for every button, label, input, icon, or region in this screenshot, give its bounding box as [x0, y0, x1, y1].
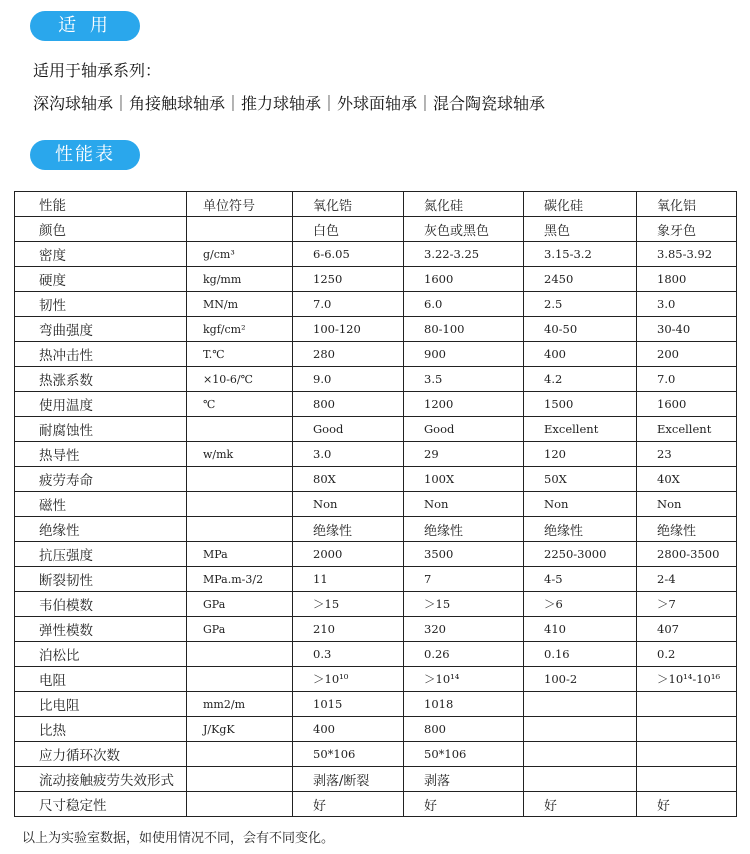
value-cell: 200 — [637, 342, 737, 367]
value-cell — [637, 767, 737, 792]
value-cell: 100X — [404, 467, 524, 492]
unit-cell — [187, 417, 293, 442]
value-cell: 100-120 — [293, 317, 404, 342]
unit-cell — [187, 642, 293, 667]
value-cell: ＞10¹⁴ — [404, 667, 524, 692]
unit-cell — [187, 667, 293, 692]
value-cell: 0.2 — [637, 642, 737, 667]
table-row — [15, 417, 737, 442]
value-cell: 40X — [637, 467, 737, 492]
value-cell: 1015 — [293, 692, 404, 717]
value-cell: 剥落 — [404, 767, 524, 792]
value-cell: 象牙色 — [637, 217, 737, 242]
value-cell: Excellent — [637, 417, 737, 442]
unit-cell — [187, 467, 293, 492]
property-cell: 颜色 — [15, 217, 187, 242]
property-cell: 热导性 — [15, 442, 187, 467]
unit-cell: MPa.m-3/2 — [187, 567, 293, 592]
property-cell: 热冲击性 — [15, 342, 187, 367]
property-cell: 流动接触疲劳失效形式 — [15, 767, 187, 792]
value-cell: 灰色或黑色 — [404, 217, 524, 242]
property-cell: 泊松比 — [15, 642, 187, 667]
property-cell: 应力循环次数 — [15, 742, 187, 767]
property-cell: 密度 — [15, 242, 187, 267]
table-header-row — [15, 192, 737, 217]
table-row — [15, 442, 737, 467]
value-cell: 1200 — [404, 392, 524, 417]
header-cell-silicon-carbide: 碳化硅 — [524, 192, 637, 217]
table-row — [15, 242, 737, 267]
value-cell: 7.0 — [293, 292, 404, 317]
value-cell: 1500 — [524, 392, 637, 417]
table-row — [15, 617, 737, 642]
value-cell: 3.5 — [404, 367, 524, 392]
table-body — [15, 217, 737, 817]
property-cell: 磁性 — [15, 492, 187, 517]
property-cell: 疲劳寿命 — [15, 467, 187, 492]
value-cell: 3.22-3.25 — [404, 242, 524, 267]
value-cell: ＞7 — [637, 592, 737, 617]
value-cell: 29 — [404, 442, 524, 467]
unit-cell: T.℃ — [187, 342, 293, 367]
table-row — [15, 267, 737, 292]
value-cell: Good — [404, 417, 524, 442]
table-row — [15, 742, 737, 767]
table-row — [15, 392, 737, 417]
property-cell: 尺寸稳定性 — [15, 792, 187, 817]
value-cell: 7.0 — [637, 367, 737, 392]
value-cell: 120 — [524, 442, 637, 467]
value-cell: 6.0 — [404, 292, 524, 317]
value-cell: ＞10¹⁰ — [293, 667, 404, 692]
header-cell-silicon-nitride: 氮化硅 — [404, 192, 524, 217]
value-cell: 50*106 — [293, 742, 404, 767]
value-cell: 0.16 — [524, 642, 637, 667]
value-cell: 好 — [404, 792, 524, 817]
value-cell: 好 — [293, 792, 404, 817]
unit-cell: kg/mm — [187, 267, 293, 292]
value-cell: Non — [637, 492, 737, 517]
bearing-series-list: 深沟球轴承｜角接触球轴承｜推力球轴承｜外球面轴承｜混合陶瓷球轴承 — [33, 94, 546, 113]
property-cell: 比热 — [15, 717, 187, 742]
table-row — [15, 517, 737, 542]
table-row — [15, 542, 737, 567]
value-cell: 剥落/断裂 — [293, 767, 404, 792]
unit-cell: ×10-6/℃ — [187, 367, 293, 392]
value-cell: 绝缘性 — [637, 517, 737, 542]
unit-cell — [187, 792, 293, 817]
value-cell: 400 — [293, 717, 404, 742]
value-cell: 320 — [404, 617, 524, 642]
unit-cell — [187, 517, 293, 542]
value-cell: 410 — [524, 617, 637, 642]
table-row — [15, 692, 737, 717]
table-row — [15, 217, 737, 242]
unit-cell — [187, 767, 293, 792]
property-cell: 电阻 — [15, 667, 187, 692]
value-cell: 3.0 — [637, 292, 737, 317]
value-cell: 30-40 — [637, 317, 737, 342]
value-cell: 绝缘性 — [524, 517, 637, 542]
header-cell-alumina: 氧化铝 — [637, 192, 737, 217]
table-row — [15, 792, 737, 817]
header-cell-zirconia: 氧化锆 — [293, 192, 404, 217]
value-cell: Non — [404, 492, 524, 517]
value-cell: 黑色 — [524, 217, 637, 242]
value-cell: ＞15 — [293, 592, 404, 617]
table-row — [15, 467, 737, 492]
section-pill-performance: 性能表 — [30, 140, 140, 170]
value-cell: 2800-3500 — [637, 542, 737, 567]
value-cell: 绝缘性 — [293, 517, 404, 542]
value-cell: 2250-3000 — [524, 542, 637, 567]
value-cell: 0.3 — [293, 642, 404, 667]
value-cell — [524, 767, 637, 792]
value-cell: 23 — [637, 442, 737, 467]
unit-cell — [187, 217, 293, 242]
value-cell: 好 — [524, 792, 637, 817]
header-cell-unit: 单位符号 — [187, 192, 293, 217]
value-cell: 50*106 — [404, 742, 524, 767]
unit-cell: GPa — [187, 617, 293, 642]
value-cell: 1250 — [293, 267, 404, 292]
table-row — [15, 317, 737, 342]
value-cell: Good — [293, 417, 404, 442]
table-row — [15, 717, 737, 742]
performance-table — [14, 191, 737, 817]
property-cell: 耐腐蚀性 — [15, 417, 187, 442]
unit-cell: GPa — [187, 592, 293, 617]
value-cell: 3.0 — [293, 442, 404, 467]
value-cell: 3.85-3.92 — [637, 242, 737, 267]
value-cell: 4-5 — [524, 567, 637, 592]
unit-cell — [187, 492, 293, 517]
table-row — [15, 642, 737, 667]
table-row — [15, 367, 737, 392]
value-cell — [637, 717, 737, 742]
section-pill-applicable: 适 用 — [30, 11, 140, 41]
bearing-series-title: 适用于轴承系列： — [33, 61, 162, 80]
property-cell: 比电阻 — [15, 692, 187, 717]
footnote: 以上为实验室数据，如使用情况不同，会有不同变化。 — [22, 831, 335, 846]
property-cell: 热涨系数 — [15, 367, 187, 392]
property-cell: 韧性 — [15, 292, 187, 317]
value-cell: 3500 — [404, 542, 524, 567]
value-cell: 9.0 — [293, 367, 404, 392]
value-cell: 50X — [524, 467, 637, 492]
value-cell: 1018 — [404, 692, 524, 717]
value-cell — [637, 742, 737, 767]
value-cell: 2000 — [293, 542, 404, 567]
value-cell: 1600 — [637, 392, 737, 417]
value-cell: 800 — [293, 392, 404, 417]
table-row — [15, 292, 737, 317]
value-cell: 2450 — [524, 267, 637, 292]
value-cell — [524, 742, 637, 767]
value-cell: 40-50 — [524, 317, 637, 342]
value-cell: 1600 — [404, 267, 524, 292]
value-cell: 白色 — [293, 217, 404, 242]
value-cell: 400 — [524, 342, 637, 367]
value-cell: ＞6 — [524, 592, 637, 617]
value-cell — [637, 692, 737, 717]
value-cell: ＞10¹⁴-10¹⁶ — [637, 667, 737, 692]
property-cell: 断裂韧性 — [15, 567, 187, 592]
property-cell: 韦伯模数 — [15, 592, 187, 617]
value-cell: 900 — [404, 342, 524, 367]
property-cell: 绝缘性 — [15, 517, 187, 542]
value-cell: 800 — [404, 717, 524, 742]
value-cell: 7 — [404, 567, 524, 592]
table-row — [15, 492, 737, 517]
table-row — [15, 567, 737, 592]
value-cell: 80-100 — [404, 317, 524, 342]
value-cell — [524, 717, 637, 742]
value-cell: 3.15-3.2 — [524, 242, 637, 267]
unit-cell: MPa — [187, 542, 293, 567]
table-row — [15, 667, 737, 692]
value-cell: 210 — [293, 617, 404, 642]
value-cell: Non — [524, 492, 637, 517]
unit-cell: ℃ — [187, 392, 293, 417]
table-row — [15, 592, 737, 617]
value-cell: 2.5 — [524, 292, 637, 317]
value-cell: 0.26 — [404, 642, 524, 667]
table-row — [15, 767, 737, 792]
value-cell: 2-4 — [637, 567, 737, 592]
value-cell: 280 — [293, 342, 404, 367]
value-cell: Excellent — [524, 417, 637, 442]
value-cell: 100-2 — [524, 667, 637, 692]
table-header — [15, 192, 737, 217]
value-cell: Non — [293, 492, 404, 517]
property-cell: 使用温度 — [15, 392, 187, 417]
property-cell: 抗压强度 — [15, 542, 187, 567]
value-cell — [524, 692, 637, 717]
unit-cell: J/KgK — [187, 717, 293, 742]
property-cell: 硬度 — [15, 267, 187, 292]
value-cell: 80X — [293, 467, 404, 492]
unit-cell: w/mk — [187, 442, 293, 467]
value-cell: 11 — [293, 567, 404, 592]
value-cell: 1800 — [637, 267, 737, 292]
unit-cell: MN/m — [187, 292, 293, 317]
unit-cell: g/cm³ — [187, 242, 293, 267]
table-row — [15, 342, 737, 367]
header-cell-property: 性能 — [15, 192, 187, 217]
unit-cell: kgf/cm² — [187, 317, 293, 342]
value-cell: 6-6.05 — [293, 242, 404, 267]
value-cell: ＞15 — [404, 592, 524, 617]
property-cell: 弹性模数 — [15, 617, 187, 642]
value-cell: 407 — [637, 617, 737, 642]
value-cell: 好 — [637, 792, 737, 817]
value-cell: 绝缘性 — [404, 517, 524, 542]
property-cell: 弯曲强度 — [15, 317, 187, 342]
value-cell: 4.2 — [524, 367, 637, 392]
unit-cell: mm2/m — [187, 692, 293, 717]
unit-cell — [187, 742, 293, 767]
